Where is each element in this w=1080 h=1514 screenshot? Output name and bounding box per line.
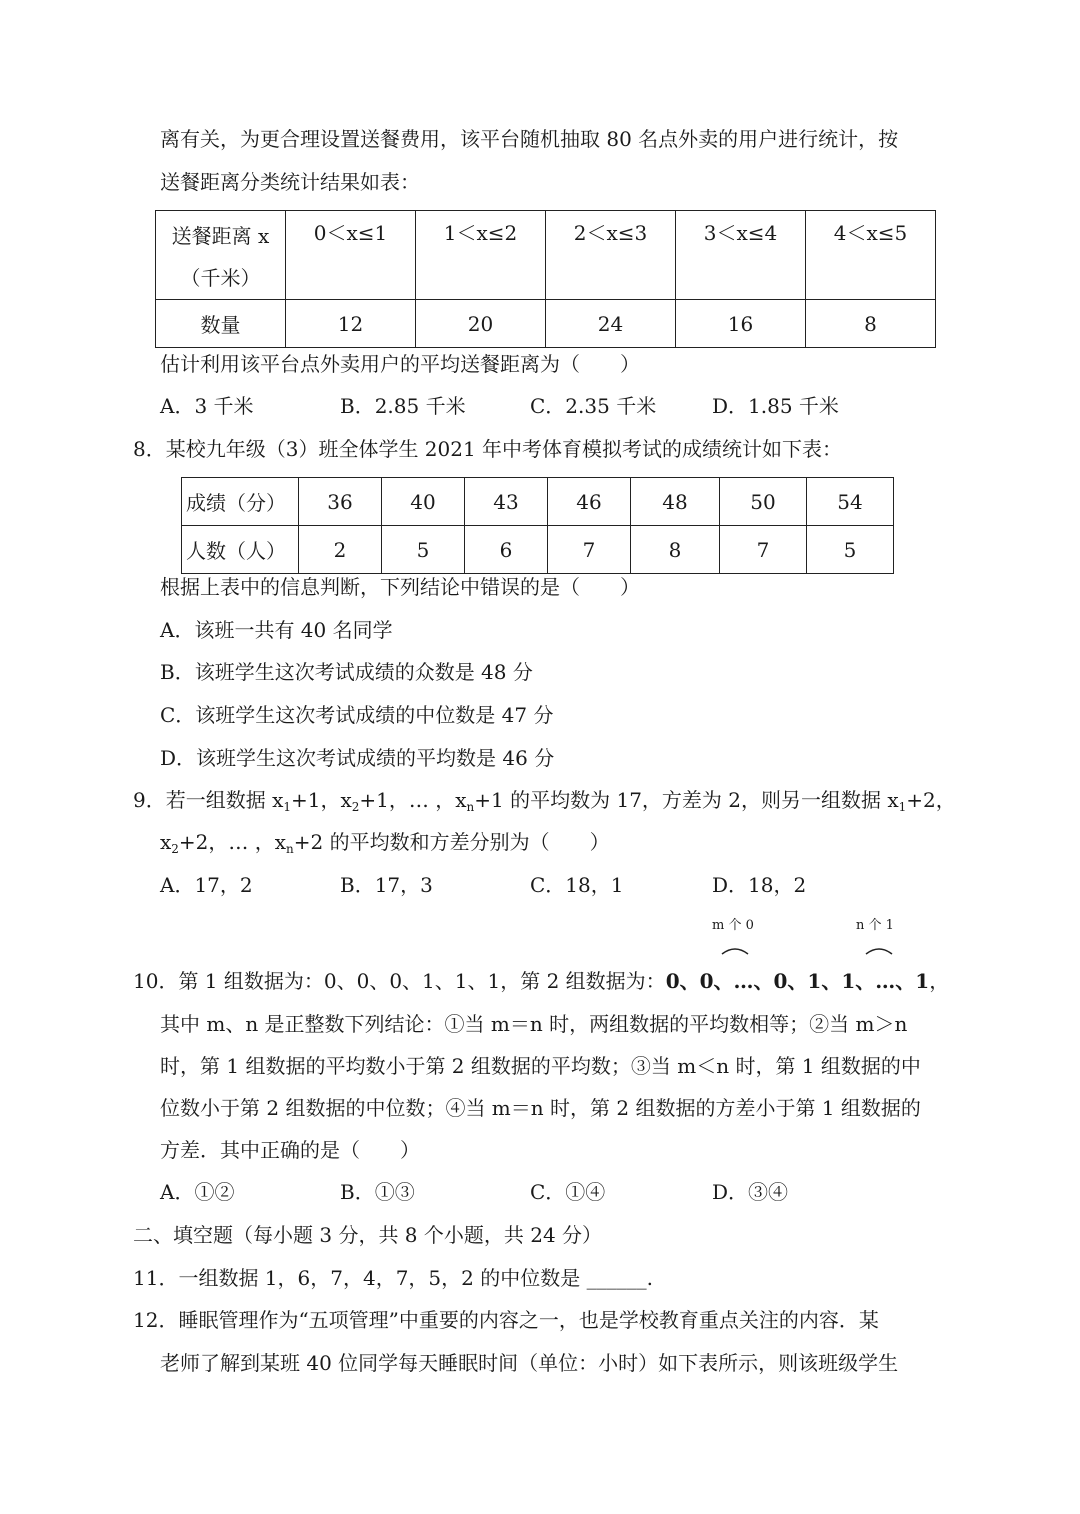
q8-score-label: 成绩（分） (182, 478, 299, 526)
q7-count-cell: 16 (676, 300, 806, 348)
q10-option-a: A．①② (160, 1180, 235, 1204)
q11-answer-blank[interactable]: ______ (586, 1266, 647, 1290)
q8-people-cell: 2 (299, 526, 382, 574)
q10-brace-n-icon (864, 944, 894, 956)
q8-score-cell: 48 (631, 478, 720, 526)
q8-stem: 8．某校九年级（3）班全体学生 2021 年中考体育模拟考试的成绩统计如下表： (133, 437, 843, 461)
q10-brace-label-m: m 个 0 (712, 918, 754, 933)
q8-option-a: A．该班一共有 40 名同学 (160, 618, 393, 642)
q11-text: 11．一组数据 1，6，7，4，7，5，2 的中位数是 (133, 1266, 581, 1290)
q11-line (133, 1264, 653, 1292)
q7-header-label-2: （千米） (180, 266, 261, 290)
q7-range-cell: 1＜x≤2 (416, 211, 546, 300)
q9-line1 (133, 786, 956, 821)
q12-line1: 12．睡眠管理作为“五项管理”中重要的内容之一，也是学校教育重点关注的内容．某 (133, 1308, 879, 1332)
q9-text: +1 的平均数为 17，方差为 2，则另一组数据 x (474, 788, 899, 812)
q9-text: +1，… ，x (359, 788, 467, 812)
q8-score-table (181, 477, 894, 574)
q10-option-b: B．①③ (340, 1180, 415, 1204)
q7-count-cell: 12 (286, 300, 416, 348)
q10-brace-label-n: n 个 1 (856, 918, 894, 933)
q10-text: ， (929, 969, 950, 993)
q7-line2: 送餐距离分类统计结果如表： (160, 170, 420, 194)
q7-range-cell: 3＜x≤4 (676, 211, 806, 300)
q9-subscript: n (286, 842, 294, 856)
q9-subscript: n (466, 800, 475, 814)
q7-header-label-1: 送餐距离 x (171, 224, 270, 248)
q8-score-cell: 36 (299, 478, 382, 526)
q10-line1 (133, 967, 949, 995)
q8-option-b: B．该班学生这次考试成绩的众数是 48 分 (160, 660, 533, 684)
q8-people-cell: 8 (631, 526, 720, 574)
q9-subscript: 1 (898, 800, 907, 814)
q9-text: 9．若一组数据 x (133, 788, 284, 812)
q8-score-cell: 40 (382, 478, 465, 526)
q9-option-d: D．18，2 (712, 873, 807, 897)
q12-line2: 老师了解到某班 40 位同学每天睡眠时间（单位：小时）如下表所示，则该班级学生 (160, 1351, 899, 1375)
q10-group2-data: 0、0、…、0、1、1、…、1 (665, 969, 930, 993)
q7-option-b: B．2.85 千米 (340, 394, 466, 418)
q9-text: +2，… ，x (178, 830, 287, 854)
q8-score-cell: 54 (807, 478, 894, 526)
q7-option-a: A．3 千米 (160, 394, 254, 418)
q8-question: 根据上表中的信息判断，下列结论中错误的是（ ） (160, 575, 640, 599)
q8-people-label: 人数（人） (182, 526, 299, 574)
q10-option-d: D．③④ (712, 1180, 789, 1204)
q7-range-cell: 2＜x≤3 (546, 211, 676, 300)
q9-option-b: B．17，3 (340, 873, 433, 897)
q10-line5: 方差．其中正确的是（ ） (160, 1138, 420, 1162)
q8-option-d: D．该班学生这次考试成绩的平均数是 46 分 (160, 746, 555, 770)
q8-score-cell: 50 (720, 478, 807, 526)
q9-option-c: C．18，1 (530, 873, 624, 897)
q9-line2 (160, 828, 610, 863)
q9-text: x (160, 830, 172, 854)
q7-count-label: 数量 (156, 300, 286, 348)
section-heading: 二、填空题（每小题 3 分，共 8 个小题，共 24 分） (133, 1223, 603, 1247)
q8-option-c: C．该班学生这次考试成绩的中位数是 47 分 (160, 703, 554, 727)
q9-text: +2 的平均数和方差分别为（ ） (293, 830, 610, 854)
q9-option-a: A．17，2 (160, 873, 253, 897)
q9-subscript: 2 (351, 800, 360, 814)
q7-count-cell: 24 (546, 300, 676, 348)
q7-distance-table (155, 210, 936, 348)
q8-people-cell: 7 (548, 526, 631, 574)
q8-people-cell: 5 (807, 526, 894, 574)
q7-option-c: C．2.35 千米 (530, 394, 657, 418)
q8-score-cell: 46 (548, 478, 631, 526)
q7-line1: 离有关，为更合理设置送餐费用，该平台随机抽取 80 名点外卖的用户进行统计，按 (160, 127, 899, 151)
q7-range-cell: 0＜x≤1 (286, 211, 416, 300)
q7-option-d: D．1.85 千米 (712, 394, 839, 418)
q10-line2: 其中 m、n 是正整数下列结论：①当 m＝n 时，两组数据的平均数相等；②当 m＞n (160, 1012, 908, 1036)
q9-subscript: 2 (171, 842, 179, 856)
q7-count-cell: 8 (806, 300, 936, 348)
q8-people-cell: 5 (382, 526, 465, 574)
q10-text: 10．第 1 组数据为：0、0、0、1、1、1，第 2 组数据为： (133, 969, 666, 993)
q7-range-cell: 4＜x≤5 (806, 211, 936, 300)
q10-line4: 位数小于第 2 组数据的中位数；④当 m＝n 时，第 2 组数据的方差小于第 1 组数据的 (160, 1096, 921, 1120)
q7-header-cell (156, 211, 286, 300)
q7-count-cell: 20 (416, 300, 546, 348)
q9-text: +2， (906, 788, 956, 812)
q8-people-cell: 6 (465, 526, 548, 574)
q8-people-cell: 7 (720, 526, 807, 574)
q9-subscript: 1 (283, 800, 292, 814)
q10-option-c: C．①④ (530, 1180, 606, 1204)
q8-score-cell: 43 (465, 478, 548, 526)
q7-question: 估计利用该平台点外卖用户的平均送餐距离为（ ） (160, 352, 640, 376)
q10-brace-m-icon (720, 944, 750, 956)
q11-end: . (646, 1266, 653, 1290)
q10-line3: 时，第 1 组数据的平均数小于第 2 组数据的平均数；③当 m＜n 时，第 1 组数据的中 (160, 1054, 921, 1078)
q9-text: +1，x (291, 788, 352, 812)
